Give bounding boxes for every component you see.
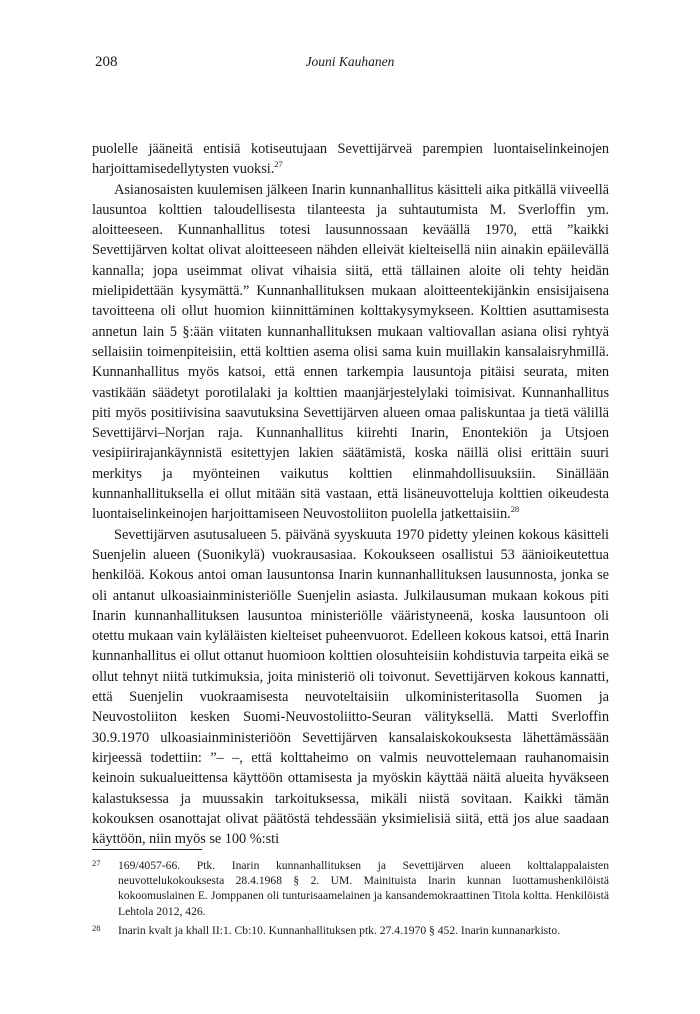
- footnote: [92, 923, 609, 938]
- footnote-ref[interactable]: 28: [510, 504, 520, 515]
- footnote-text: Inarin kvalt ja khall II:1. Cb:10. Kunnanhallituksen ptk. 27.4.1970 § 452. Inarin kunnanarkisto.: [118, 923, 561, 937]
- footnote: [92, 858, 609, 919]
- footnote-ref[interactable]: 27: [274, 159, 283, 170]
- footnote-number: 28: [92, 922, 101, 933]
- paragraph-text: Sevettijärven asutusalueen 5. päivänä syyskuuta 1970 pidetty yleinen kokous käsitteli Suenjelin alueen (Suonikylä) vuokrausasiaa. Kokoukseen osallistui 53 äänioikeutettua henkilöä. Kokous antoi oman lausuntonsa Inarin kunnanhallituksen lausunnosta, jonka se oli antanut ulkoasiainministeriölle Suenjelin asiasta. Julkilausuman mukaan kokous piti Inarin kunnanhallituksen lausuntoa ministeriölle vääristyneenä, koska lausuntoon oli otettu mukaan vain kyläläisten kielteiset puheenvuorot. Edelleen kokous katsoi, että Inarin kunnanhallitus ei ollut ottanut huomioon kolttien olosuhteisiin kohdistuvia tarpeita eikä se ollut tehnyt niitä tutkimuksia, joita ministeriö oli toivonut. Sevettijärven kokous kannatti, että Suenjelin vuokraamisesta neuvoteltaisiin ulkoministeritasolla Suomen ja Neuvostoliiton kesken Suomi-Neuvostoliitto-Seuran välityksellä. Matti Sverloffin 30.9.1970 ulkoasiainministeriöön Sevettijärven kansalaiskokouksesta lähettämässään kirjeessä todettiin: ”– –, että kolttaheimo on valmis neuvottelemaan rauhanomaisin keinoin sukualueittensa käyttöön ottamisesta ja myöskin käyttää näitä alueita hyväkseen kalastuksessa ja muussakin tarkoituksessa, mikäli niistä sovitaan. Kaikki tämän kokouksen osanottajat olivat päätöstä tehdessään yksimielisiä siitä, että jos alue saadaan käyttöön, niin myös se 100 %:sti: [92, 526, 609, 848]
- paragraph: [92, 180, 609, 525]
- paragraph: [92, 525, 609, 850]
- body-text: [92, 139, 609, 849]
- page-number: 208: [95, 54, 118, 70]
- footnote-text: 169/4057-66. Ptk. Inarin kunnanhallituksen ja Sevettijärven alueen kolttalappalaisten neuvottelukokouksesta 28.4.1968 § 2. UM. Mainituista Inarin kunnan luottamushenkilöistä kokoomuslainen E. Jomppanen oli tunturisaamelainen ja kansandemokraattinen Titola koltta. Henkilöistä Lehtola 2012, 426.: [118, 859, 609, 918]
- page-header: [95, 54, 605, 74]
- footnotes: [92, 858, 609, 942]
- paragraph: [92, 139, 609, 180]
- paragraph-text: Asianosaisten kuulemisen jälkeen Inarin kunnanhallitus käsitteli aika pitkällä viiveellä lausuntoa kolttien taloudellisesta tilanteesta ja suhtautumista M. Sverloffin ym. aloitteeseen. Kunnanhallitus totesi lausunnossaan keväällä 1970, että ”kaikki Sevettijärven koltat olivat aloitteeseen nähden elleivät kielteisellä niin ainakin epäilevällä kannalla; jopa useimmat olivat vihaisia siitä, että tällainen aloite oli tehty heidän mielipidettään kysymättä.” Kunnanhallituksen mukaan aloitteentekijänkin ensisijaisena tavoitteena oli ollut huomion kiinnittäminen kolttakysymykseen. Kolttien asuttamisesta annetun lain 5 §:ään viitaten kunnanhallituksen mukaan valtiovallan asiana olisi ryhtyä sellaisiin toimenpiteisiin, että kolttien asema olisi sama kuin muillakin kansalaisryhmillä. Kunnanhallitus myös katsoi, että ennen tarkempia lausuntoja pitäisi seurata, miten vastikään säädetyt porotilalaki ja kolttien maanjärjestelylaki toimisivat. Kunnanhallitus piti myös positiivisina saavutuksina Sevettijärven alueen omaa paliskuntaa ja tietä välillä Sevettijärvi–Norjan raja. Kunnanhallitus kiirehti Inarin, Enontekiön ja Utsjoen vesipiirirajankäynnistä esitettyjen lakien säätämistä, koska näillä olisi erittäin suuri merkitys ja myönteinen vaikutus kolttien elinmahdollisuuksiin. Sinällään kunnanhallituksella ei ollut mitään sitä vastaan, että lisäneuvotteluja kolttien oikeudesta luontaiselinkeinojen harjoittamiseen Neuvostoliiton puolella jatkettaisiin.: [92, 181, 609, 523]
- paragraph-text: puolelle jääneitä entisiä kotiseutujaan Sevettijärveä parempien luontaiselinkeinojen harjoittamisedellytysten vuoksi.: [92, 141, 609, 178]
- footnote-number: 27: [92, 858, 101, 868]
- running-head: Jouni Kauhanen: [305, 54, 395, 69]
- footnote-divider: [92, 849, 202, 850]
